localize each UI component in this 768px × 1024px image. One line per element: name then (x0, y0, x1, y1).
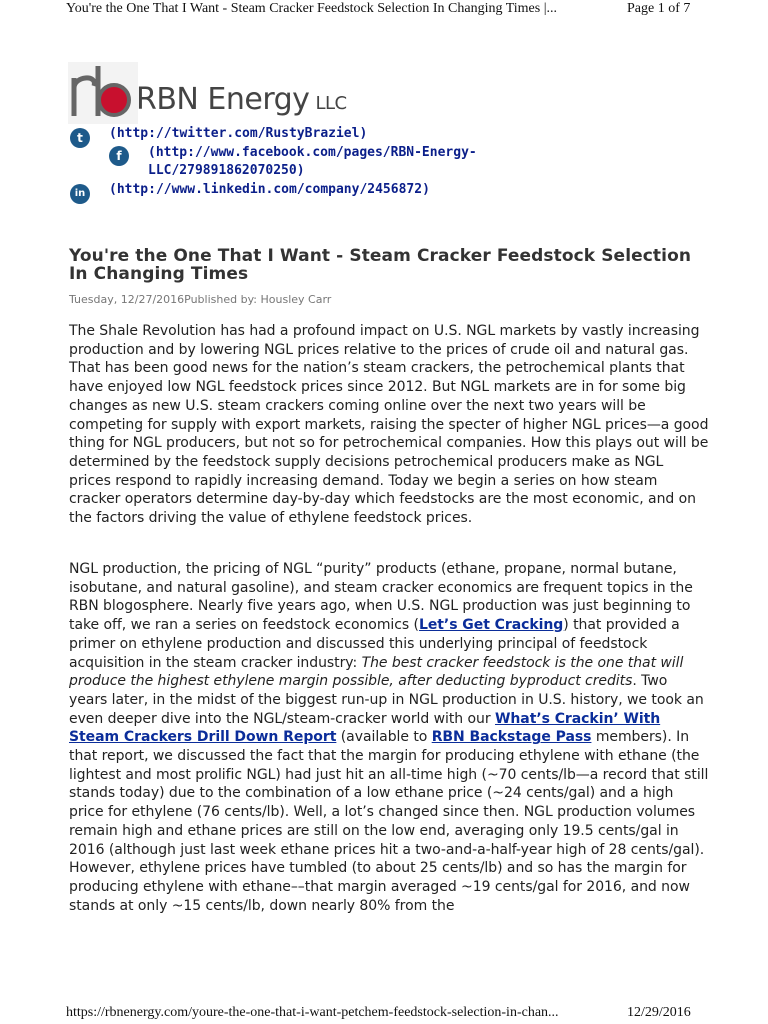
lets-get-cracking-link[interactable]: Let’s Get Cracking (418, 617, 564, 634)
article-paragraph-1: The Shale Revolution has had a profound impact on U.S. NGL markets by vastly increasing production and by lowering NGL prices relative to the prices of crude oil and natural gas. That has been good news for the nation’s steam crackers, the petrochemical plants that have enjoyed low NGL feedstock prices since 2012. But NGL markets are in for some big changes as new U.S. steam crackers coming online over the next two years will be competing for supply with export markets, raising the specter of higher NGL prices—a good thing for NGL producers, but not so for petrochemical companies. How this plays out will be determined by the feedstock supply decisions petrochemical producers make as NGL prices respond to rapidly increasing demand. Today we begin a series on how steam cracker operators determine day-by-day which feedstocks are the most economic, and on the factors driving the value of ethylene feedstock prices. (69, 323, 709, 527)
rbn-backstage-pass-link[interactable]: RBN Backstage Pass (431, 729, 592, 746)
brand-name (136, 82, 347, 117)
whats-crackin-report-link[interactable]: What’s Crackin’ With Steam Crackers Drill Down Report (69, 710, 661, 746)
facebook-link[interactable]: (http://www.facebook.com/pages/RBN-Energy- (148, 145, 477, 160)
print-footer-date: 12/29/2016 (627, 1005, 691, 1020)
rbn-energy-logo[interactable] (68, 62, 358, 124)
paragraph-text: NGL production, the pricing of NGL “purity” products (ethane, propane, normal butane, isobutane, and natural gasoline), and steam cracker economics are frequent topics in the RBN blogosphere. Nearly five years ago, when U.S. NGL production was just beginning to take off, we ran a series on feedstock economics ( (69, 561, 693, 634)
linkedin-link[interactable]: (http://www.linkedin.com/company/2456872) (109, 182, 430, 197)
paragraph-emphasis: The best cracker feedstock is the one that will produce the highest ethylene margin possible, after deducting byproduct credits (69, 654, 684, 690)
article-title: You're the One That I Want - Steam Cracker Feedstock Selection In Changing Times (69, 246, 692, 284)
paragraph-text: (available to (336, 729, 432, 746)
paragraph-text: ) that provided a primer on ethylene production and discussed this underlying principal of feedstock acquisition in the steam cracker industry: (69, 617, 680, 671)
facebook-link-continued[interactable]: LLC/279891862070250) (148, 163, 305, 178)
paragraph-text: members). In that report, we discussed the fact that the margin for producing ethylene with ethane (the lightest and most prolific NGL) had just hit an all-time high (~70 cents/lb—a record that still stands today) due to the combination of a low ethane price (~24 cents/gal) and a high price for ethylene (76 cents/lb). Well, a lot’s changed since then. NGL production volumes remain high and ethane prices are still on the low end, averaging only 19.5 cents/gal in 2016 (although just last week ethane prices hit a two-and-a-half-year high of 28 cents/gal). However, ethylene prices have tumbled (to about 25 cents/lb) and so has the margin for producing ethylene with ethane––that margin averaged ~19 cents/gal for 2016, and now stands at only ~15 cents/lb, down nearly 80% from the (69, 729, 709, 914)
paragraph-text: . Two years later, in the midst of the biggest run-up in NGL production in U.S. history, we took an even deeper dive into the NGL/steam-cracker world with our (69, 673, 704, 727)
twitter-icon[interactable]: t (70, 128, 90, 148)
linkedin-icon[interactable]: in (70, 184, 90, 204)
print-header-title: You're the One That I Want - Steam Cracker Feedstock Selection In Changing Times |... (66, 1, 558, 16)
rb-logo-mark-icon (68, 62, 138, 124)
article-paragraph-2 (69, 560, 709, 915)
brand-text: RBN Energy (136, 82, 310, 117)
print-header-page-number: Page 1 of 7 (627, 1, 691, 16)
facebook-icon[interactable]: f (109, 146, 129, 166)
article-meta: Tuesday, 12/27/2016Published by: Housley Carr (69, 293, 332, 306)
print-footer-url: https://rbnenergy.com/youre-the-one-that-i-want-petchem-feedstock-selection-in-chan... (66, 1005, 559, 1020)
twitter-link[interactable]: (http://twitter.com/RustyBraziel) (109, 126, 368, 141)
print-header (0, 0, 768, 22)
brand-suffix: LLC (315, 93, 347, 114)
